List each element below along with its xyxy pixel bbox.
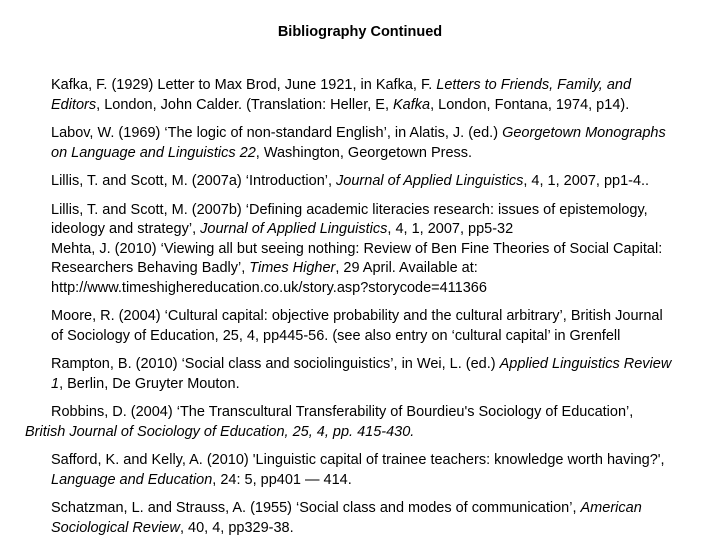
reference-robbins: Robbins, D. (2004) ‘The Transcultural Transferability of Bourdieu's Sociology of Education’, British Journal of Sociology of Education, 25, 4, pp. 415-430.	[25, 404, 634, 440]
reference-lillis-2007b: Lillis, T. and Scott, M. (2007b) ‘Defining academic literacies research: issues of epistemology, ideology and strategy’, Journal of Applied Linguistics, 4, 1, 2007, pp5-32	[51, 201, 648, 237]
reference-safford: Safford, K. and Kelly, A. (2010) 'Linguistic capital of trainee teachers: knowledge worth having?', Language and Education, 24: 5, pp401 — 414.	[51, 452, 665, 488]
reference-list	[25, 76, 715, 547]
reference-mehta: Mehta, J. (2010) ‘Viewing all but seeing nothing: Review of Ben Fine Theories of Social Capital: Researchers Behaving Badly’, Times Higher, 29 April. Available at: http://www.timeshighereducation.co.uk/story.asp?storycode=411366	[25, 240, 715, 299]
reference-moore: Moore, R. (2004) ‘Cultural capital: objective probability and the cultural arbitrary’, British Journal of Sociology of Education, 25, 4, pp445-56. (see also entry on ‘cultural capital’ in Grenfell	[51, 308, 663, 344]
reference-labov: Labov, W. (1969) ‘The logic of non-standard English’, in Alatis, J. (ed.) Georgetown Monographs on Language and Linguistics 22, Washington, Georgetown Press.	[51, 125, 666, 161]
reference-kafka: Kafka, F. (1929) Letter to Max Brod, June 1921, in Kafka, F. Letters to Friends, Family, and Editors, London, John Calder. (Translation: Heller, E, Kafka, London, Fontana, 1974, p14).	[51, 77, 632, 113]
reference-rampton: Rampton, B. (2010) ‘Social class and sociolinguistics’, in Wei, L. (ed.) Applied Linguistics Review 1, Berlin, De Gruyter Mouton.	[51, 356, 672, 392]
reference-lillis-2007a: Lillis, T. and Scott, M. (2007a) ‘Introduction’, Journal of Applied Linguistics, 4, 1, 2007, pp1-4..	[51, 173, 650, 189]
reference-url: http://www.timeshighereducation.co.uk/story.asp?storycode=411366	[51, 279, 487, 296]
page-title: Bibliography Continued	[277, 24, 443, 40]
reference-schatzman: Schatzman, L. and Strauss, A. (1955) ‘Social class and modes of communication’, American Sociological Review, 40, 4, pp329-38.	[51, 500, 642, 536]
